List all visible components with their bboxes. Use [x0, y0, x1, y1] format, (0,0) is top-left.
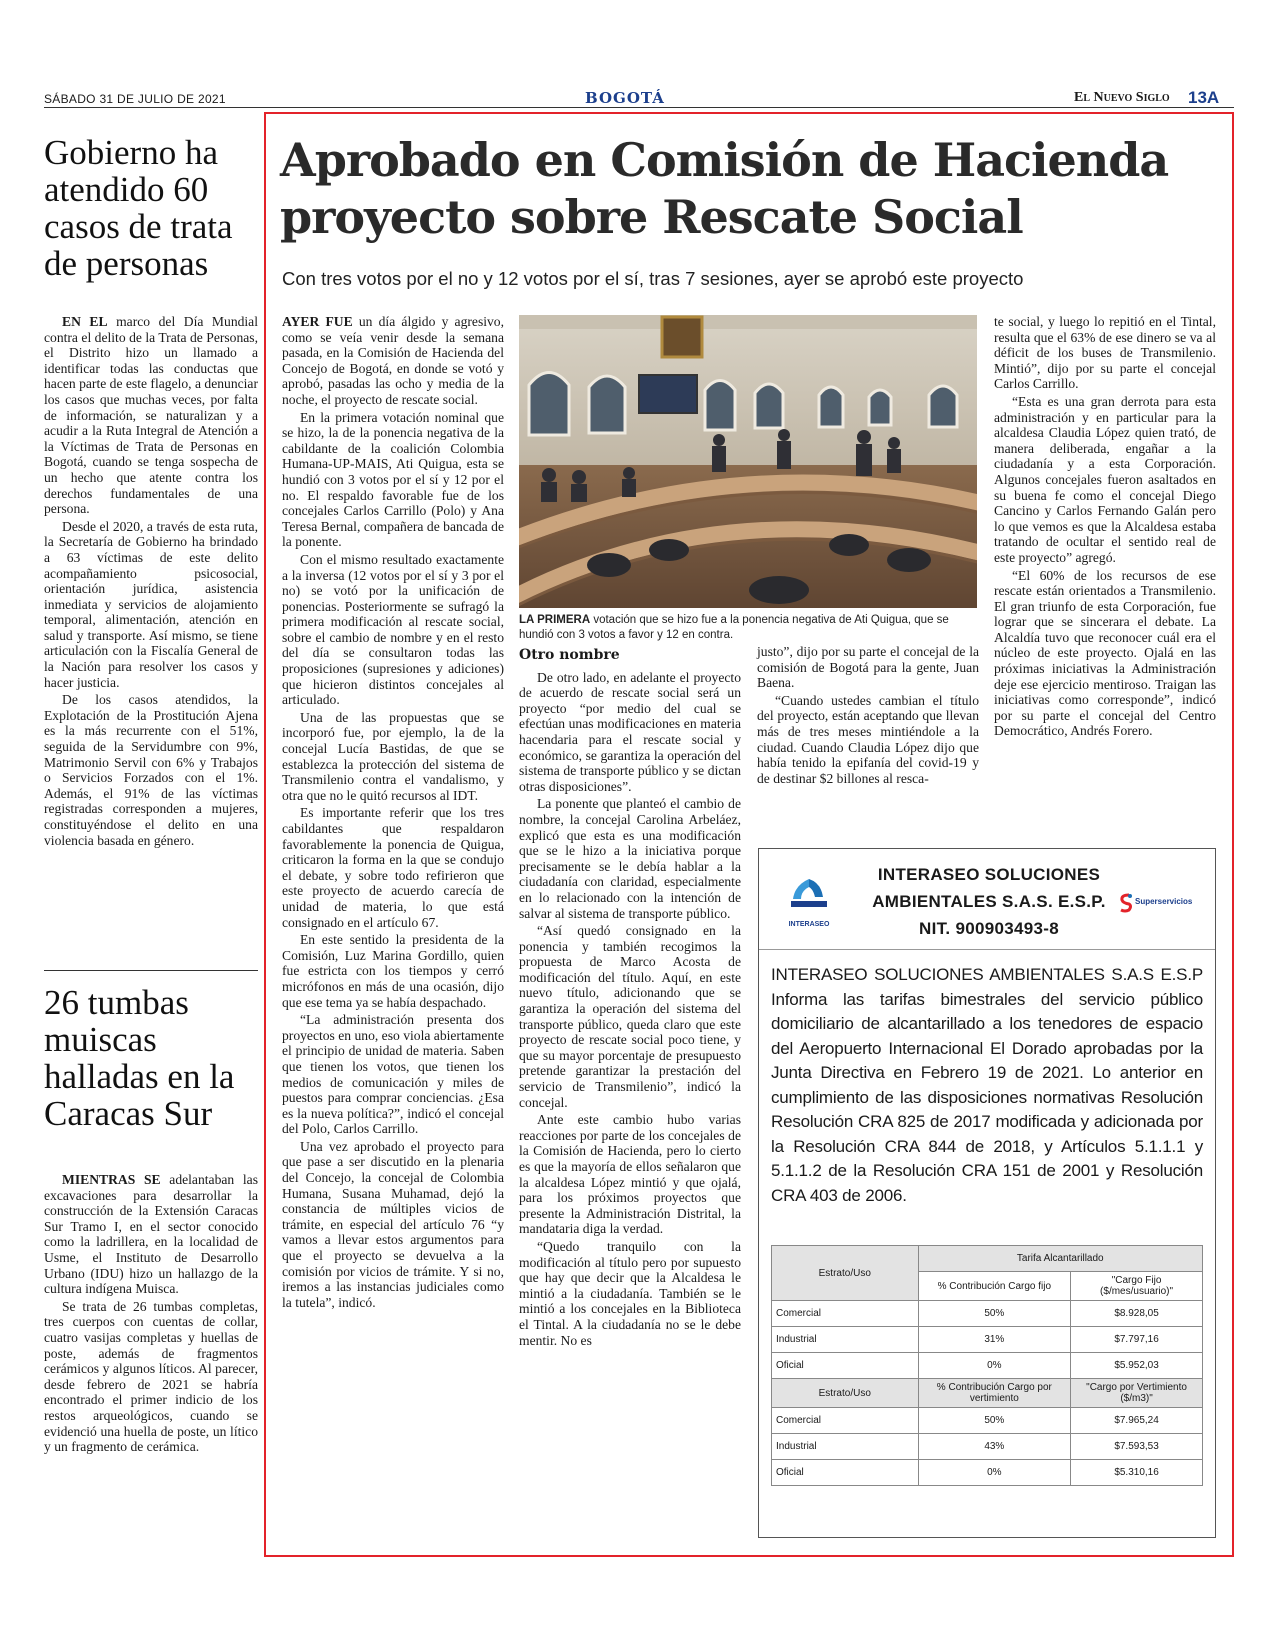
ad-title-line-3: NIT. 900903493-8 — [919, 919, 1059, 938]
main-col1-p7: “La administración presenta dos proyectos en uno, eso viola abiertamente el principio de unidad de materia. Saben que tienen los votos, que tienen los medios de comunicación y miles de puestos para comprar conciencias. ¿Esa es la nueva política?”, indicó el concejal del Polo, Carlos Carrillo. — [282, 1012, 504, 1137]
row-pct: 43% — [918, 1434, 1071, 1460]
main-col2-p1: De otro lado, en adelante el proyecto de acuerdo de rescate social será un proyecto “por medio del cual se efectúan unas modificaciones en materia hacendaria para el rescate social y económico, se garantiza la operación del sistema de transporte público y se dictan otras disposiciones”. — [519, 669, 741, 794]
main-story-subtitle: Con tres votos por el no y 12 votos por el sí, tras 7 sesiones, ayer se aprobó este proyecto — [282, 268, 1024, 289]
row-valor: $5.952,03 — [1071, 1353, 1203, 1379]
left-story-2-headline: 26 tumbas muiscas halladas en la Caracas Sur — [44, 983, 235, 1133]
row-uso: Industrial — [772, 1327, 919, 1353]
main-col1-p4: Una de las propuestas que se incorporó fue, por ejemplo, la de la concejal Lucía Bastidas, de que se establezca la protección del sistema de Transmilenio contra el vandalismo, y otra que no le quitó recursos al IDT. — [282, 709, 504, 803]
ad-title-line-2: AMBIENTALES S.A.S. E.S.P. — [872, 892, 1106, 911]
main-column-2 — [519, 644, 741, 1350]
council-chamber-photo — [519, 315, 977, 608]
interaseo-logo-text: INTERASEO — [788, 921, 830, 928]
row-uso: Industrial — [772, 1434, 919, 1460]
main-col1-p8: Una vez aprobado el proyecto para que pase a ser discutido en la plenaria del Concejo, la concejal de Colombia Humana, Susana Muhamad, dejó la constancia de múltiples vicios de trámite, en especial del artículo 76 “y vamos a llevar estos argumentos para que el proyecto se devuelva a la comisión por vicios de trámite. Y si no, iremos a las instancias judiciales como la tutela”, indicó. — [282, 1138, 504, 1310]
main-col1-p5: Es importante referir que los tres cabildantes que respaldaron favorablemente la ponencia de Quigua, criticaron la forma en la que se condujo el debate, y sobre todo refirieron que este proyecto de acuerdo carecía de unidad de materia, lo que está consignado en el artículo 67. — [282, 805, 504, 930]
left-story-1-p1: marco del Día Mundial contra el delito de la Trata de Personas, el Distrito hizo un llamado a identificar todas las conductas que hacen parte de este flagelo, a denunciar los casos que muchas veces, por falta de información, se naturalizan y a acudir a la Ruta Integral de Atención a la Víctimas de Trata de Personas en Bogotá, cuando se tenga sospecha de un hecho que atente contra los derechos fundamentales de una persona. — [44, 314, 258, 517]
row-valor: $7.593,53 — [1071, 1434, 1203, 1460]
main-col2-p5: “Quedo tranquilo con la modificación al título pero por supuesto que hay que decir que la Alcaldesa le mintió a la ciudadanía. También se le mintió a los concejales en la Biblioteca el Tintal. A la ciudadanía no se le debe mentir. No es — [519, 1238, 741, 1348]
main-col2-p4: Ante este cambio hubo varias reacciones por parte de los concejales de la Comisión de Hacienda, pero lo cierto es que la mayoría de ellos señalaron que la alcaldesa López mintió y que ojalá, para los próximos proyectos que presente la Administración Distrital, la mandataria diga la verdad. — [519, 1112, 741, 1237]
superservicios-logo-text: Superservicios — [1135, 897, 1193, 906]
main-col1-p1: un día álgido y agresivo, como se veía venir desde la semana pasada, en la Comisión de Hacienda del Concejo de Bogotá, en donde se votó y aprobó, pasadas las ocho y media de la noche, el proyecto de rescate social. — [282, 314, 505, 407]
header-paper-name: El Nuevo Siglo — [1074, 90, 1170, 105]
main-col3-p2: “Cuando ustedes cambian el título del proyecto, están aceptando que llevan más de tres meses mintiéndole a la ciudad. Cuando Claudia López dijo que había tenido la epifanía del covid-19 y de destinar $2 billones al resca- — [757, 692, 979, 786]
interaseo-logo-icon — [779, 877, 839, 917]
main-col3-p1: justo”, dijo por su parte el concejal de la comisión de Bogotá para la gente, Juan Baena. — [757, 644, 979, 691]
col-cargo-vert-header: "Cargo por Vertimiento ($/m3)" — [1071, 1379, 1203, 1408]
left-divider — [44, 970, 258, 971]
tariff-group-header: Tarifa Alcantarillado — [918, 1246, 1202, 1272]
left-story-1-p3: De los casos atendidos, la Explotación de la Prostitución Ajena es la más recurrente con el 51%, seguida de la Servidumbre con 9%, Matrimonio Servil con 6% y Trabajos o Servicios Forzados con el 1%. Además, el 91% de las víctimas registradas corresponden a mujeres, constituyéndose el delito en una violencia basada en género. — [44, 692, 258, 848]
ad-separator — [759, 949, 1215, 950]
main-column-4 — [994, 314, 1216, 741]
row-valor: $5.310,16 — [1071, 1460, 1203, 1486]
left-story-1-p2: Desde el 2020, a través de esta ruta, la Secretaría de Gobierno ha brindado a 63 víctimas de este delito acompañamiento psicosocial, orientación jurídica, asistencia inmediata y servicios de alojamiento temporal, alimentación, atención en salud y transporte. Así mismo, se tiene articulación con la Fiscalía General de la Nación para resolver los casos y hacer justicia. — [44, 518, 258, 690]
table-row — [772, 1327, 1203, 1353]
interaseo-logo — [779, 877, 839, 927]
left-story-2-body — [44, 1172, 258, 1457]
main-col2-p2: La ponente que planteó el cambio de nombre, la concejal Carolina Arbeláez, explicó que esta es una modificación que se le hizo a la iniciativa porque precisamente se le debía hablar a la ciudadanía con claridad, especialmente en lo relacionado con la intención de salvar al sistema de transporte público. — [519, 796, 741, 921]
col-estrato-header-2: Estrato/Uso — [772, 1379, 919, 1408]
table-row — [772, 1434, 1203, 1460]
row-pct: 50% — [918, 1301, 1071, 1327]
main-col4-p3: “El 60% de los recursos de ese rescate están orientados a Transmilenio. El gran triunfo de esta Corporación, fue lograr que se sincerara el debate. La Alcaldía tuvo que reconocer cuál era el núcleo de este proyecto. Ojalá en las próximas iniciativas la Administración deje ese ejercicio mentiroso. Traigan las iniciativas como corresponde”, indicó por su parte el concejal del Centro Democrático, Andrés Forero. — [994, 567, 1216, 739]
header-date: SÁBADO 31 DE JULIO DE 2021 — [44, 92, 226, 106]
table-row — [772, 1353, 1203, 1379]
left-story-1-headline: Gobierno ha atendido 60 casos de trata de personas — [44, 133, 233, 283]
main-story-title: Aprobado en Comisión de Hacienda proyecto sobre Rescate Social — [280, 133, 1169, 244]
row-pct: 50% — [918, 1408, 1071, 1434]
section-subhead: Otro nombre — [519, 647, 620, 663]
main-col2-p3: “Así quedó consignado en la ponencia y también recogimos la propuesta de Marco Acosta de modificación del título. Aquí, en este nuevo título, adicionando que se garantiza la operación del sistema del transporte público, queda claro que este proyecto de rescate social poco tiene, y que su mayor porcentaje de presupuesto pretende garantizar la prestación del servicio de Transmilenio”, indicó la concejal. — [519, 923, 741, 1110]
main-column-1 — [282, 314, 504, 1312]
table-row — [772, 1460, 1203, 1486]
col-cargo-fijo-header: "Cargo Fijo ($/mes/usuario)" — [1071, 1272, 1203, 1301]
main-col4-p1: te social, y luego lo repitió en el Tintal, resulta que el 63% de ese dinero se va al déficit de los buses de Transmilenio. Mintió”, dijo por su parte el concejal Carlos Carrillo. — [994, 314, 1216, 392]
row-valor: $8.928,05 — [1071, 1301, 1203, 1327]
left-story-2-lead: MIENTRAS SE — [62, 1172, 161, 1187]
ad-body-text: INTERASEO SOLUCIONES AMBIENTALES S.A.S E.S.P Informa las tarifas bimestrales del servicio público domiciliario de alcantarillado a los tenedores de espacio del Aeropuerto Internacional El Dorado aprobadas por la Junta Directiva en Febrero 19 de 2021. Lo anterior en cumplimiento de las disposiciones normativas Resolución Resolución CRA 825 de 2017 modificada y adicionada por la Resolución CRA 844 de 2018, y Artículos 5.1.1.1 y 5.1.1.2 de la Resolución CRA 151 de 2001 y Resolución CRA 403 de 2006. — [771, 965, 1203, 1205]
col-pct-fijo-header: % Contribución Cargo fijo — [918, 1272, 1071, 1301]
photo-caption-text: votación que se hizo fue a la ponencia negativa de Ati Quigua, que se hundió con 3 votos a favor y 12 en contra. — [519, 614, 949, 641]
interaseo-advertisement — [758, 848, 1216, 1538]
row-uso: Comercial — [772, 1301, 919, 1327]
main-lead: AYER FUE — [282, 314, 353, 329]
council-chamber-illustration — [519, 315, 977, 608]
row-pct: 0% — [918, 1460, 1071, 1486]
superservicios-logo — [1119, 893, 1209, 917]
tariff-table-wrapper — [771, 1245, 1203, 1486]
left-story-2-p1: adelantaban las excavaciones para desarrollar la construcción de la Extensión Caracas Sur Tramo I, en el sector conocido como la ladrillera, en la localidad de Usme, el Instituto de Desarrollo Urbano (IDU) hizo un hallazgo de la cultura indígena Muisca. — [44, 1172, 258, 1297]
header-page-number: 13A — [1188, 88, 1220, 107]
col-estrato-header: Estrato/Uso — [772, 1246, 919, 1301]
left-story-1-body — [44, 314, 258, 850]
row-uso: Oficial — [772, 1353, 919, 1379]
ad-title — [839, 861, 1139, 942]
row-uso: Oficial — [772, 1460, 919, 1486]
left-story-1-lead: EN EL — [62, 314, 108, 329]
superservicios-logo-icon — [1119, 893, 1133, 913]
photo-caption — [519, 613, 979, 642]
left-story-2-p2: Se trata de 26 tumbas completas, tres cuerpos con cuentas de collar, cuatro vasijas completas y huellas de poste, además de fragmentos cerámicos y algunos líticos. Al parecer, desde febrero de 2021 se habría encontrado el primer indicio de los restos arqueológicos, cuando se evidenció una huella de poste, un lítico y un fragmento de cerámica. — [44, 1298, 258, 1455]
ad-title-line-1: INTERASEO SOLUCIONES — [877, 865, 1101, 884]
row-pct: 31% — [918, 1327, 1071, 1353]
col-pct-vert-header: % Contribución Cargo por vertimiento — [918, 1379, 1071, 1408]
row-uso: Comercial — [772, 1408, 919, 1434]
main-col1-p6: En este sentido la presidenta de la Comisión, Luz Marina Gordillo, quien fue estricta con los tiempos y cerró micrófonos en más de una ocasión, dijo que ese tema ya se había despachado. — [282, 932, 504, 1010]
tariff-table — [771, 1245, 1203, 1486]
header-section: BOGOTÁ — [585, 89, 665, 107]
main-col4-p2: “Esta es una gran derrota para esta administración y en particular para la alcaldesa Claudia López quien trató, de manera deliberada, engañar a la ciudadanía y a esta Corporación. Algunos concejales fueron asaltados en su buena fe como el concejal Diego Cancino y Carlos Fernando Galán pero lo que vemos es que la Alcaldesa estaba tratando de ocultar el sentido real de este proyecto” agregó. — [994, 393, 1216, 565]
main-col1-p2: En la primera votación nominal que se hizo, la de la ponencia negativa de la cabildante de la coalición Colombia Humana-UP-MAIS, Ati Quigua, esta se hundió con 3 votos por el sí y 12 por el no. El respaldo favorable fue de los concejales Carlos Carrillo (Polo) y Ana Teresa Bernal, compañera de bancada de la ponente. — [282, 409, 504, 550]
row-valor: $7.965,24 — [1071, 1408, 1203, 1434]
row-pct: 0% — [918, 1353, 1071, 1379]
main-col1-p3: Con el mismo resultado exactamente a la inversa (12 votos por el sí y 3 por el no) se votó por la unificación de ponencias. Posteriormente se sufragó la primera modificación al rescate social, sobre el cambio de nombre y en el resto del día se consultaron todas las proposiciones (supresiones y adiciones) que hicieron distintos concejales al articulado. — [282, 551, 504, 708]
table-row — [772, 1301, 1203, 1327]
header-rule — [44, 107, 1234, 108]
main-column-3 — [757, 644, 979, 788]
row-valor: $7.797,16 — [1071, 1327, 1203, 1353]
table-row — [772, 1408, 1203, 1434]
photo-caption-lead: LA PRIMERA — [519, 614, 591, 626]
